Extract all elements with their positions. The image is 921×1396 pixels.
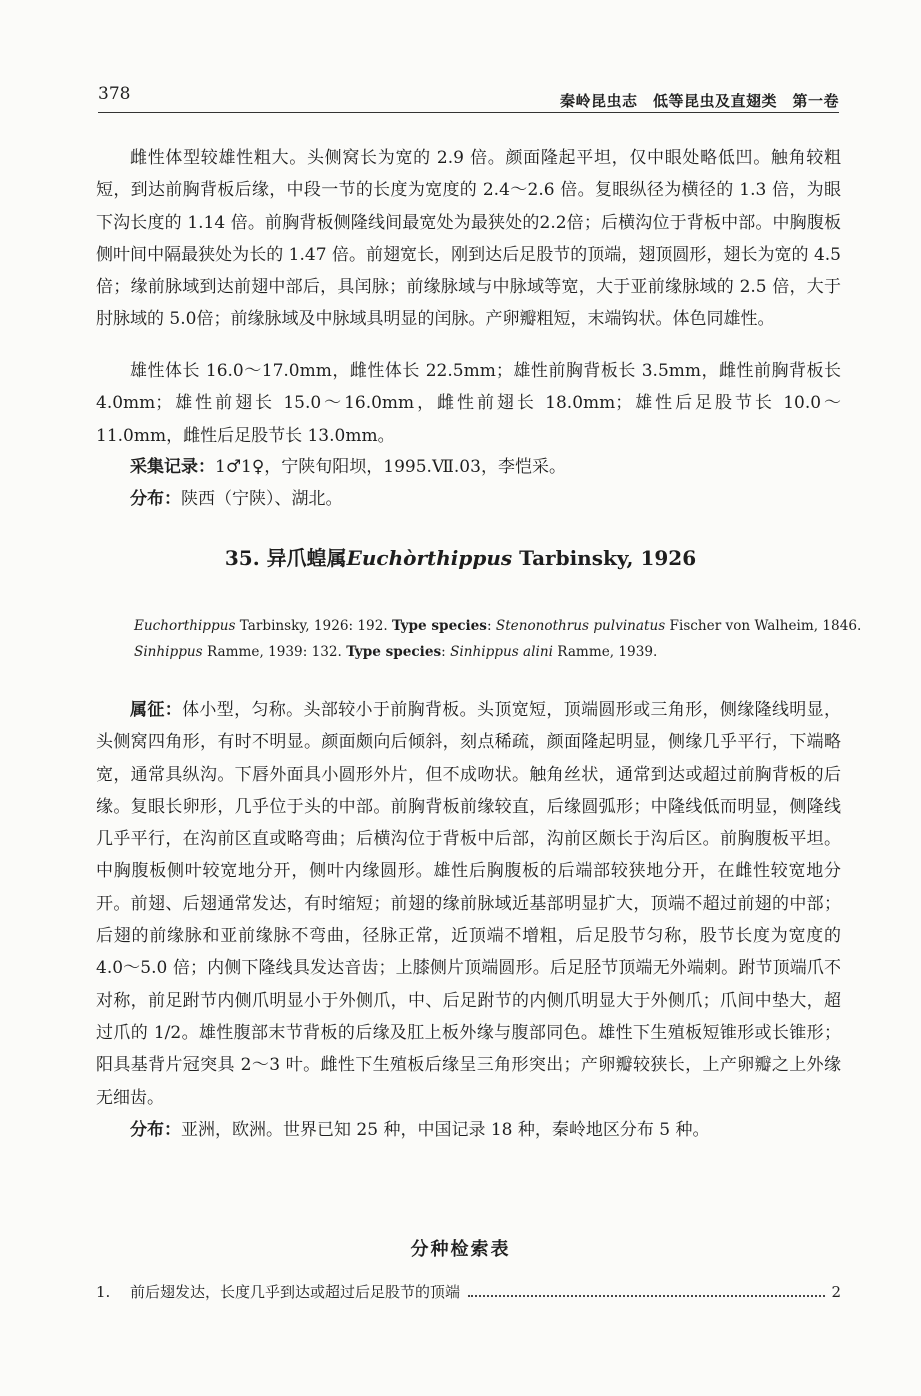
key-couplet	[96, 1280, 841, 1304]
type-species-author: Ramme, 1939.	[552, 644, 658, 660]
type-species-label: Type species	[392, 618, 487, 634]
key-couplet-text: 前后翅发达，长度几乎到达或超过后足股节的顶端	[130, 1283, 461, 1301]
genus-distribution	[96, 1114, 841, 1146]
synonym-citation: Tarbinsky, 1926: 192.	[235, 618, 392, 634]
genus-characters-label: 属征：	[130, 700, 183, 720]
header-rule	[98, 112, 839, 113]
synonym-colon: :	[441, 644, 451, 660]
key-leader-dots	[468, 1295, 825, 1297]
distribution-label: 分布：	[130, 489, 181, 510]
key-couplet-target: 2	[831, 1283, 841, 1301]
genus-distribution-text: 亚洲，欧洲。世界已知 25 种，中国记录 18 种，秦岭地区分布 5 种。	[181, 1119, 710, 1140]
collection-record	[96, 451, 841, 483]
female-description-block	[96, 142, 841, 336]
synonymy	[134, 613, 862, 665]
collection-text: 1♂1♀，宁陕旬阳坝，1995.Ⅶ.03，李恺采。	[215, 457, 566, 477]
type-species-name: Stenonothrus pulvinatus	[495, 618, 666, 634]
genus-characters-text: 体小型，匀称。头部较小于前胸背板。头顶宽短，顶端圆形或三角形，侧缘隆线明显，头侧窝四角形，有时不明显。颜面颇向后倾斜，刻点稀疏，颜面隆起明显，侧缘几乎平行，下端略宽，通常具纵沟。下唇外面具小圆形外片，但不成吻状。触角丝状，通常到达或超过前胸背板的后缘。复眼长卵形，几乎位于头的中部。前胸背板前缘较直，后缘圆弧形；中隆线低而明显，侧隆线几乎平行，在沟前区直或略弯曲；后横沟位于背板中后部，沟前区颇长于沟后区。前胸腹板平坦。中胸腹板侧叶较宽地分开，侧叶内缘圆形。雄性后胸腹板的后端部较狭地分开，在雌性较宽地分开。前翅、后翅通常发达，有时缩短；前翅的缘前脉域近基部明显扩大，顶端不超过前翅的中部；后翅的前缘脉和亚前缘脉不弯曲，径脉正常，近顶端不增粗，后足股节匀称，股节长度为宽度的 4.0～5.0 倍；内侧下隆线具发达音齿；上膝侧片顶端圆形。后足胫节顶端无外端刺。跗节顶端爪不对称，前足跗节内侧爪明显小于外侧爪，中、后足跗节的内侧爪明显大于外侧爪；爪间中垫大，超过爪的 1/2。雄性腹部末节背板的后缘及肛上板外缘与腹部同色。雄性下生殖板短锥形或长锥形；阳具基背片冠突具 2～3 叶。雌性下生殖板后缘呈三角形突出；产卵瓣较狭长，上产卵瓣之上外缘无细齿。	[96, 700, 842, 1108]
genus-number: 35.	[224, 546, 260, 570]
genus-description-block	[96, 694, 841, 1146]
genus-authority: Tarbinsky, 1926	[519, 546, 697, 570]
synonymy-line	[134, 613, 862, 639]
synonym-colon: :	[486, 618, 496, 634]
female-description: 雌性体型较雄性粗大。头侧窝长为宽的 2.9 倍。颜面隆起平坦，仅中眼处略低凹。触角较粗短，到达前胸背板后缘，中段一节的长度为宽度的 2.4～2.6 倍。复眼纵径为横径的 1.3 倍，为眼下沟长度的 1.14 倍。前胸背板侧隆线间最宽处为最狭处的2.2倍；后横沟位于背板中部。中胸腹板侧叶间中隔最狭处为长的 1.47 倍。前翅宽长，刚到达后足股节的顶端，翅顶圆形，翅长为宽的 4.5 倍；缘前脉域到达前翅中部后，具闰脉；前缘脉域与中脉域等宽，大于亚前缘脉域的 2.5 倍，大于肘脉域的 5.0倍；前缘脉域及中脉域具明显的闰脉。产卵瓣粗短，末端钩状。体色同雄性。	[96, 148, 841, 330]
measurements: 雄性体长 16.0～17.0mm，雌性体长 22.5mm；雄性前胸背板长 3.5mm，雌性前胸背板长 4.0mm；雄性前翅长 15.0～16.0mm，雌性前翅长 18.0mm；雄性后足股节长 10.0～11.0mm，雌性后足股节长 13.0mm。	[96, 361, 841, 446]
genus-cn-name: 异爪蝗属	[266, 546, 347, 570]
type-species-name: Sinhippus alini	[450, 644, 553, 660]
genus-heading	[0, 542, 921, 571]
synonym-citation: Ramme, 1939: 132.	[202, 644, 347, 660]
collection-label: 采集记录：	[130, 457, 215, 477]
measurements-block	[96, 355, 841, 452]
distribution-record	[96, 483, 841, 515]
genus-distribution-label: 分布：	[130, 1119, 181, 1140]
key-couplet-number: 1.	[96, 1283, 111, 1301]
synonymy-line	[134, 639, 842, 665]
synonym-genus: Sinhippus	[134, 644, 203, 660]
genus-characters	[96, 694, 841, 1114]
type-species-author: Fischer von Walheim, 1846.	[665, 618, 862, 634]
page-number: 378	[98, 84, 131, 104]
running-title: 秦岭昆虫志 低等昆虫及直翅类 第一卷	[559, 92, 839, 110]
genus-latin-name: Euchòrthippus	[346, 546, 513, 570]
running-head	[98, 78, 839, 114]
distribution-text: 陕西（宁陕）、湖北。	[181, 489, 343, 510]
key-title: 分种检索表	[410, 1239, 511, 1260]
type-species-label: Type species	[346, 644, 442, 660]
record-block	[96, 451, 841, 516]
synonym-genus: Euchorthippus	[134, 618, 236, 634]
